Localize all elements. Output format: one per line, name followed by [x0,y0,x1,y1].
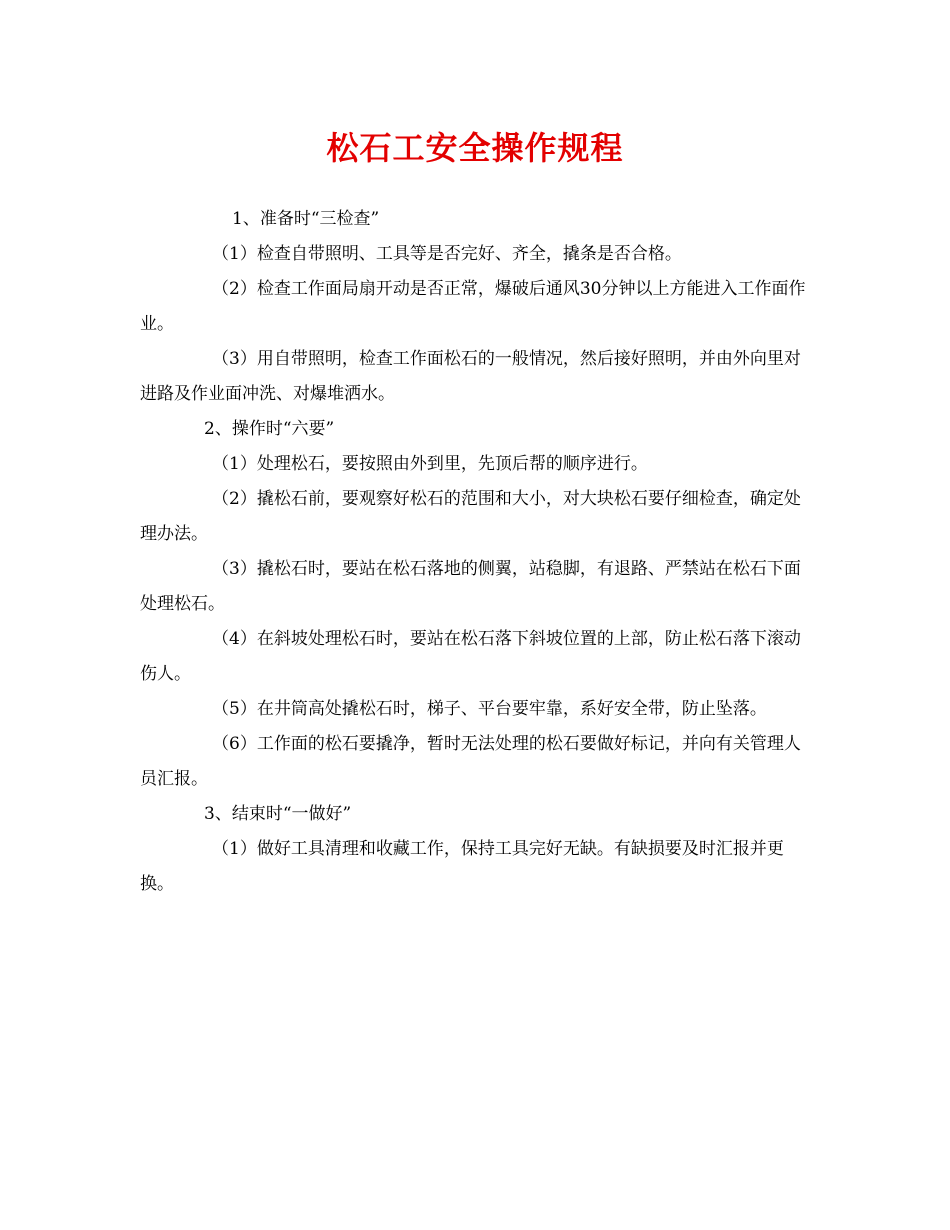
section-item: （1）做好工具清理和收藏工作，保持工具完好无缺。有缺损要及时汇报并更换。 [140,839,784,894]
section-item: （5）在井筒高处撬松石时，梯子、平台要牢靠，系好安全带，防止坠落。 [212,699,767,719]
section-item: （1）处理松石，要按照由外到里，先顶后帮的顺序进行。 [212,454,648,474]
section-item: （2）撬松石前，要观察好松石的范围和大小，对大块松石要仔细检查，确定处理办法。 [140,489,801,544]
section-item: （4）在斜坡处理松石时，要站在松石落下斜坡位置的上部，防止松石落下滚动伤人。 [140,629,801,684]
section-item: （1）检查自带照明、工具等是否完好、齐全，撬条是否合格。 [212,244,682,264]
document-title: 松石工安全操作规程 [326,129,624,167]
section-heading: 3、结束时“一做好” [204,804,352,824]
section-item: （3）用自带照明，检查工作面松石的一般情况，然后接好照明，并由外向里对进路及作业面冲洗、对爆堆洒水。 [140,349,801,404]
section-item: （3）撬松石时，要站在松石落地的侧翼，站稳脚，有退路、严禁站在松石下面处理松石。 [140,559,801,614]
document-body [140,202,810,902]
section-heading: 1、准备时“三检查” [232,209,380,229]
section-item: （6）工作面的松石要撬净，暂时无法处理的松石要做好标记，并向有关管理人员汇报。 [140,734,801,789]
section-heading: 2、操作时“六要” [204,419,335,439]
section-item: （2）检查工作面局扇开动是否正常，爆破后通风30分钟以上方能进入工作面作业。 [140,279,806,334]
